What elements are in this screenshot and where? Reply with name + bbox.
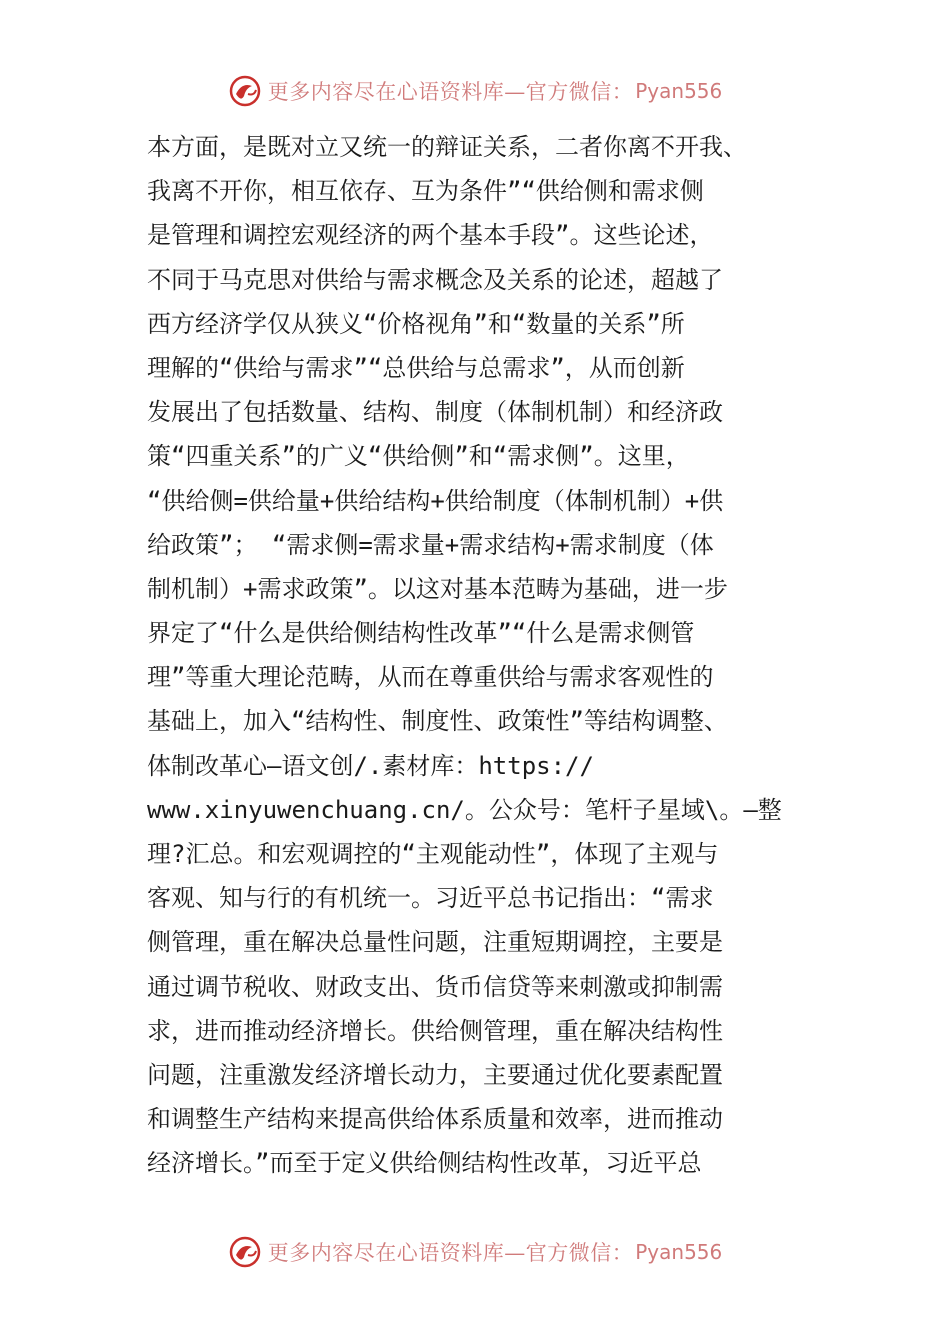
text-line: 策“四重关系”的广义“供给侧”和“需求侧”。这里， bbox=[147, 442, 690, 471]
text-line: 经济增长。”而至于定义供给侧结构性改革，习近平总 bbox=[147, 1149, 702, 1178]
text-line: “供给侧=供给量+供给结构+供给制度（体制机制）+供 bbox=[147, 486, 724, 515]
swirl-logo-icon bbox=[228, 74, 262, 108]
text-line: 发展出了包括数量、结构、制度（体制机制）和经济政 bbox=[147, 398, 723, 427]
footer-banner-text: 更多内容尽在心语资料库—官方微信： bbox=[267, 1241, 634, 1265]
text-line: 理”等重大理论范畴，从而在尊重供给与需求客观性的 bbox=[147, 663, 714, 692]
text-line: 理?汇总。和宏观调控的“主观能动性”，体现了主观与 bbox=[147, 840, 719, 868]
footer-wechat-id: Pyan556 bbox=[635, 1240, 723, 1264]
text-line: 给政策”； “需求侧=需求量+需求结构+需求制度（体 bbox=[147, 530, 714, 559]
header-watermark-banner bbox=[0, 67, 950, 115]
document-body bbox=[147, 125, 817, 1186]
text-line: 求，进而推动经济增长。供给侧管理，重在解决结构性 bbox=[147, 1016, 723, 1045]
text-line: 制机制）+需求政策”。以这对基本范畴为基础，进一步 bbox=[147, 574, 728, 603]
header-banner-text: 更多内容尽在心语资料库—官方微信： bbox=[267, 80, 634, 104]
swirl-logo-icon bbox=[228, 1235, 262, 1269]
text-line: 和调整生产结构来提高供给体系质量和效率，进而推动 bbox=[147, 1105, 723, 1134]
text-line: 通过调节税收、财政支出、货币信贷等来刺激或抑制需 bbox=[147, 972, 723, 1001]
footer-watermark-banner bbox=[0, 1228, 950, 1276]
text-line: 西方经济学仅从狭义“价格视角”和“数量的关系”所 bbox=[147, 309, 685, 338]
text-line: www.xinyuwenchuang.cn/。公众号：笔杆子星域\。—整 bbox=[147, 795, 782, 824]
text-line: 客观、知与行的有机统一。习近平总书记指出：“需求 bbox=[147, 884, 714, 913]
text-line: 不同于马克思对供给与需求概念及关系的论述，超越了 bbox=[147, 265, 723, 294]
text-line: 我离不开你，相互依存、互为条件”“供给侧和需求侧 bbox=[147, 177, 704, 206]
text-line: 问题，注重激发经济增长动力，主要通过优化要素配置 bbox=[147, 1060, 723, 1089]
text-line: 体制改革心—语文创/.素材库：https:// bbox=[147, 751, 594, 780]
text-line: 是管理和调控宏观经济的两个基本手段”。这些论述， bbox=[147, 221, 714, 250]
text-line: 本方面，是既对立又统一的辩证关系，二者你离不开我、 bbox=[147, 133, 747, 161]
text-line: 界定了“什么是供给侧结构性改革”“什么是需求侧管 bbox=[147, 619, 695, 648]
text-line: 侧管理，重在解决总量性问题，注重短期调控，主要是 bbox=[147, 928, 723, 957]
text-line: 理解的“供给与需求”“总供给与总需求”，从而创新 bbox=[147, 353, 685, 382]
text-line: 基础上，加入“结构性、制度性、政策性”等结构调整、 bbox=[147, 707, 728, 736]
header-wechat-id: Pyan556 bbox=[635, 79, 723, 103]
